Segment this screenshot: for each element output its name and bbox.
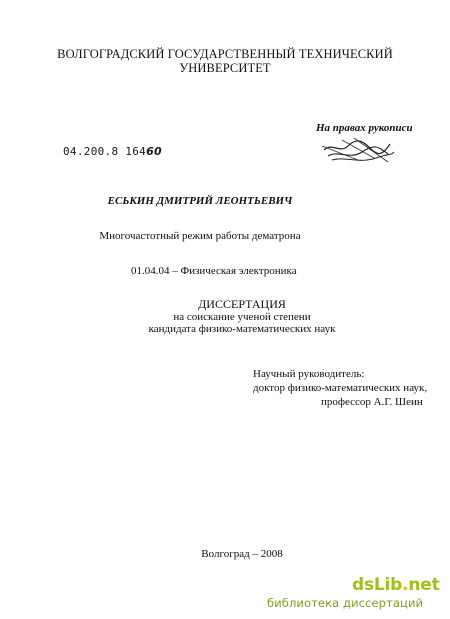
watermark-subtitle: библиотека диссертаций <box>267 596 424 610</box>
rights-note: На правах рукописи <box>316 122 413 134</box>
degree-line2: кандидата физико-математических наук <box>148 323 336 335</box>
supervisor-block <box>253 367 427 409</box>
author-name: ЕСЬКИН ДМИТРИЙ ЛЕОНТЬЕВИЧ <box>107 195 293 207</box>
university-name-line1: ВОЛГОГРАДСКИЙ ГОСУДАРСТВЕННЫЙ ТЕХНИЧЕСКИЙ <box>57 47 393 61</box>
watermark-logo-main: dsLib <box>352 575 403 595</box>
specialty-code: 01.04.04 – Физическая электроника <box>131 265 297 277</box>
watermark-logo[interactable] <box>352 575 440 595</box>
supervisor-label: Научный руководитель: <box>253 368 365 380</box>
stamp-printed-number: 04.200.8 164 <box>63 145 147 158</box>
dissertation-title: ДИССЕРТАЦИЯ <box>198 297 286 311</box>
supervisor-degree: доктор физико-математических наук, <box>253 382 428 394</box>
dissertation-topic: Многочастотный режим работы дематрона <box>99 230 301 242</box>
signature-icon <box>318 134 396 166</box>
university-name-line2: УНИВЕРСИТЕТ <box>179 61 271 75</box>
university-name <box>0 47 450 75</box>
watermark-logo-dot: . <box>402 575 409 595</box>
watermark-logo-tld: net <box>408 575 440 595</box>
degree-line1: на соискание ученой степени <box>173 310 311 323</box>
archive-stamp <box>63 145 162 158</box>
city-year: Волгоград – 2008 <box>201 548 283 560</box>
stamp-handwritten-number: 60 <box>146 145 162 158</box>
supervisor-name: профессор А.Г. Шеин <box>321 396 423 408</box>
dissertation-block <box>0 298 450 336</box>
